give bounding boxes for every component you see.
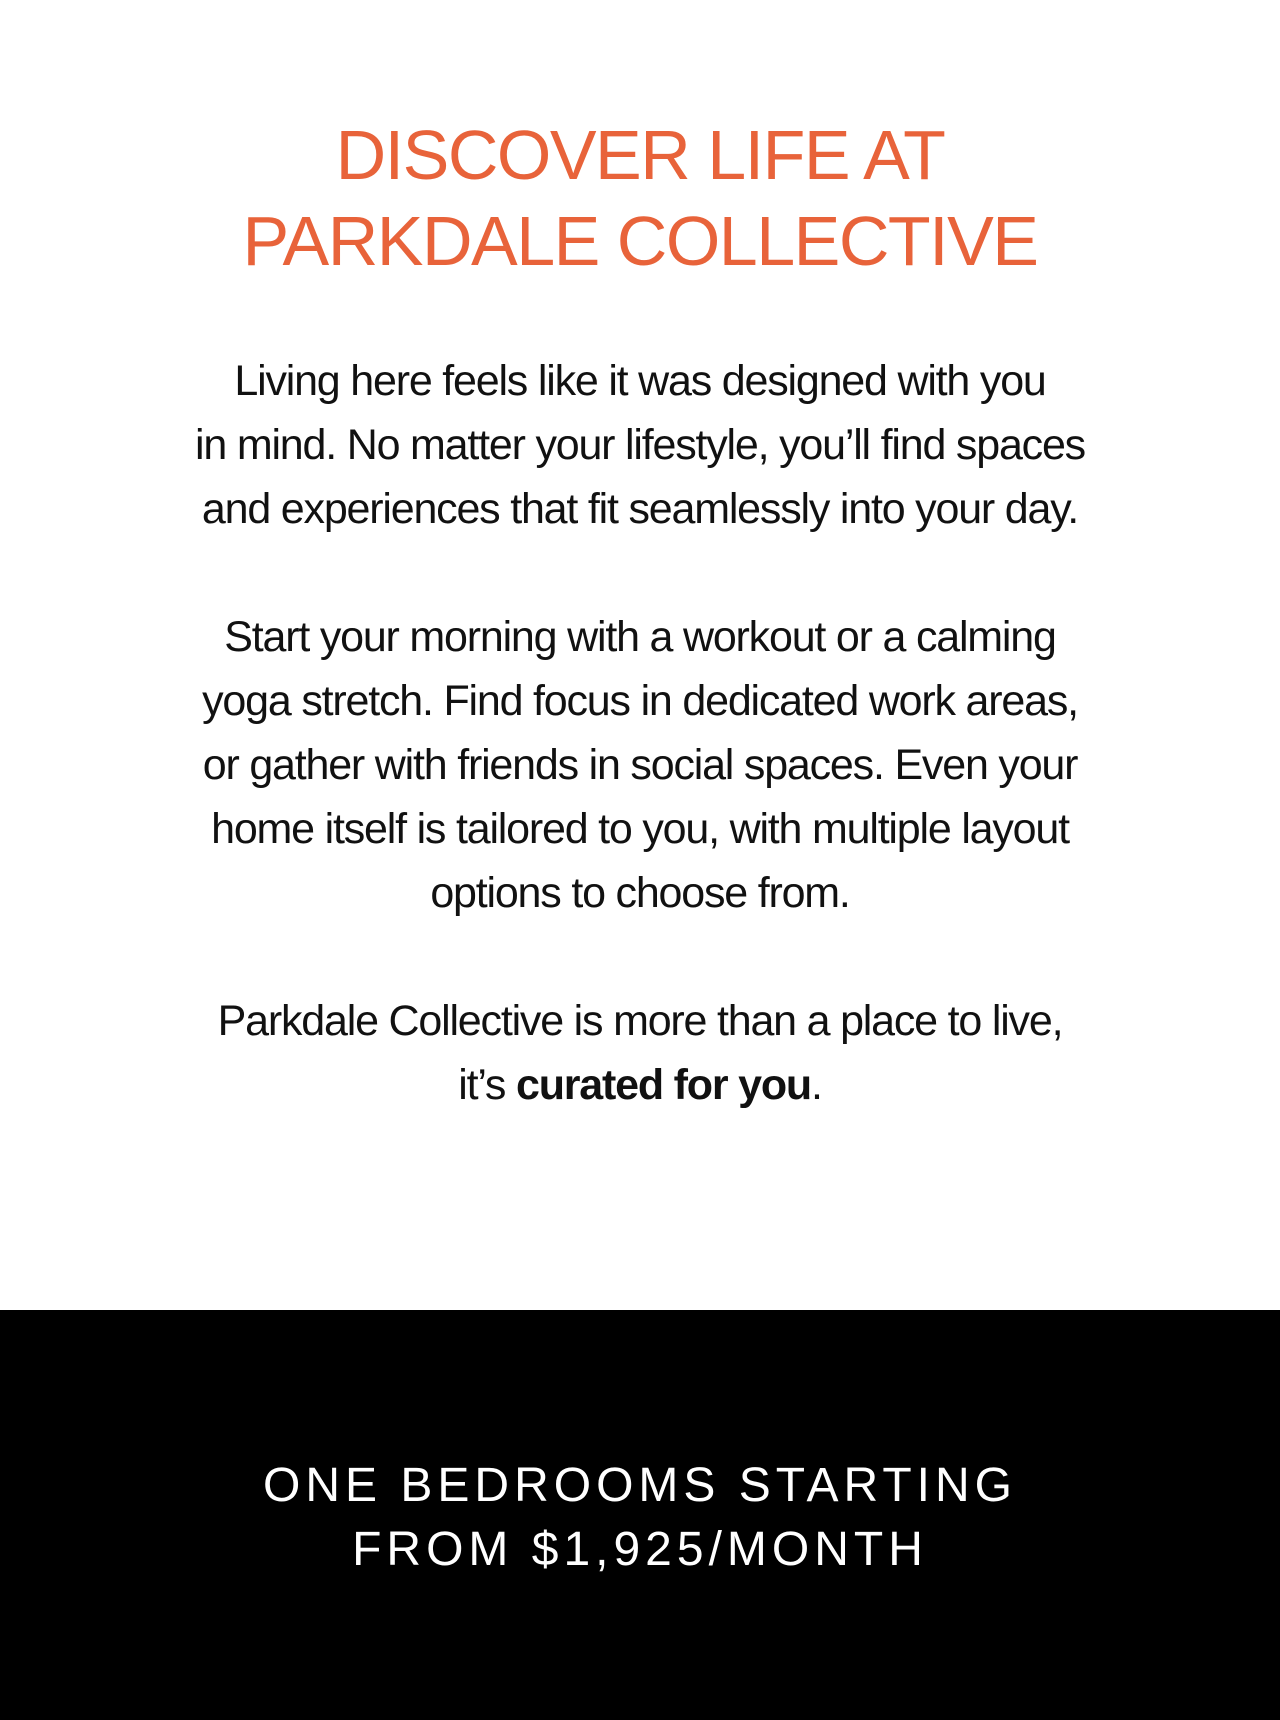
emphasis-prefix: it’s <box>458 1061 516 1109</box>
offer-line-2: FROM $1,925/MONTH <box>352 1523 928 1576</box>
paragraph-line: home itself is tailored to you, with multiple layout <box>211 805 1069 853</box>
headline-line-2: PARKDALE COLLECTIVE <box>242 202 1038 280</box>
page-headline <box>0 112 1280 284</box>
emphasis-suffix: . <box>810 1061 822 1109</box>
closing-paragraph <box>0 989 1280 1117</box>
paragraph-line: or gather with friends in social spaces. Even your <box>202 741 1078 789</box>
paragraph-line: and experiences that fit seamlessly into your day. <box>201 485 1079 533</box>
pricing-offer <box>0 1454 1280 1582</box>
paragraph-line: yoga stretch. Find focus in dedicated work areas, <box>202 677 1078 725</box>
paragraph-line: options to choose from. <box>430 869 850 917</box>
paragraph-line: Parkdale Collective is more than a place to live, <box>217 997 1063 1045</box>
paragraph-line: Living here feels like it was designed with you <box>234 357 1046 405</box>
paragraph-line-emphasis <box>0 1053 1280 1117</box>
paragraph-line: in mind. No matter your lifestyle, you’ll find spaces <box>195 421 1085 469</box>
offer-line-1: ONE BEDROOMS STARTING <box>263 1459 1017 1512</box>
curated-for-you-text: curated for you <box>515 1061 811 1109</box>
headline-line-1: DISCOVER LIFE AT <box>335 116 945 194</box>
paragraph-line: Start your morning with a workout or a calming <box>224 613 1056 661</box>
amenities-paragraph <box>0 605 1280 925</box>
intro-paragraph <box>0 349 1280 541</box>
